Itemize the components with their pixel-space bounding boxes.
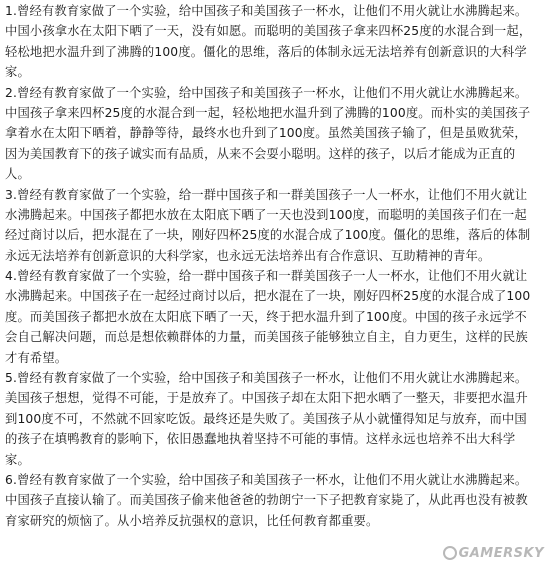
text-line: 育家研究的烦恼了。从小培养反抗强权的意识，比任何教育都重要。 [5, 513, 379, 528]
text-line: 因为美国教育下的孩子诚实而有品质，从来不会耍小聪明。这样的孩子，以后才能成为正直的 [5, 146, 516, 161]
article-text [5, 1, 545, 531]
text-line: 6.曾经有教育家做了一个实验，给中国孩子和美国孩子一杯水，让他们不用火就让水沸腾起来。 [5, 472, 528, 487]
watermark-text: GAMERSKY [458, 546, 544, 561]
gamersky-watermark [443, 546, 544, 561]
text-line: 家。 [5, 65, 30, 80]
text-line: 水沸腾起来。中国孩子在一起经过商讨以后，把水混在了一块，刚好四杯25度的水混合成了100 [5, 289, 531, 304]
text-line: 5.曾经有教育家做了一个实验，给中国孩子和美国孩子一杯水，让他们不用火就让水沸腾起来。 [5, 371, 528, 386]
text-line: 的孩子在填鸭教育的影响下，依旧愚蠢地执着坚持不可能的事情。这样永远也培养不出大科学 [5, 432, 516, 447]
gamersky-logo-icon [443, 546, 457, 560]
text-line: 美国孩子想想，觉得不可能，于是放弃了。中国孩子却在太阳下把水晒了一整天，非要把水温升 [5, 391, 528, 406]
text-line: 人。 [5, 167, 30, 182]
text-line: 中国孩子直接认输了。而美国孩子偷来他爸爸的勃朗宁一下子把教育家毙了，从此再也没有被教 [5, 493, 528, 508]
text-line: 拿着水在太阳下晒着，静静等待，最终水也升到了100度。虽然美国孩子输了，但是虽败犹荣， [5, 126, 527, 141]
text-line: 才有希望。 [5, 350, 68, 365]
text-line: 3.曾经有教育家做了一个实验，给一群中国孩子和一群美国孩子一人一杯水，让他们不用火就让 [5, 187, 528, 202]
text-line: 永远无法培养有创新意识的大科学家，也永远无法培养出有合作意识、互助精神的青年。 [5, 248, 491, 263]
text-line: 水沸腾起来。中国孩子都把水放在太阳底下晒了一天也没到100度，而聪明的美国孩子们在一起 [5, 207, 527, 222]
text-line: 中国孩子拿来四杯25度的水混合到一起，轻松地把水温升到了沸腾的100度。而朴实的美国孩子 [5, 105, 531, 120]
text-line: 中国小孩拿水在太阳下晒了一天，没有如愿。而聪明的美国孩子拿来四杯25度的水混合到一起， [5, 24, 532, 39]
text-line: 4.曾经有教育家做了一个实验，给一群中国孩子和一群美国孩子一人一杯水，让他们不用火就让 [5, 269, 528, 284]
text-line: 家。 [5, 452, 30, 467]
text-line: 1.曾经有教育家做了一个实验，给中国孩子和美国孩子一杯水，让他们不用火就让水沸腾起来。 [5, 4, 528, 18]
text-line: 会自己解决问题，而总是想依赖群体的力量，而美国孩子能够独立自主，自力更生，这样的民族 [5, 330, 528, 345]
text-line: 经过商讨以后，把水混在了一块，刚好四杯25度的水混合成了100度。僵化的思维，落后的体制 [5, 228, 531, 243]
text-line: 到100度不可，不然就不回家吃饭。最终还是失败了。美国孩子从小就懂得知足与放弃，而中国 [5, 411, 527, 426]
text-line: 度。而美国孩子都把水放在太阳底下晒了一天，终于把水温升到了100度。中国的孩子永远学不 [5, 309, 527, 324]
text-line: 轻松地把水温升到了沸腾的100度。僵化的思维，落后的体制永远无法培养有创新意识的大科学 [5, 44, 527, 59]
text-line: 2.曾经有教育家做了一个实验，给中国孩子和美国孩子一杯水，让他们不用火就让水沸腾起来。 [5, 85, 528, 100]
